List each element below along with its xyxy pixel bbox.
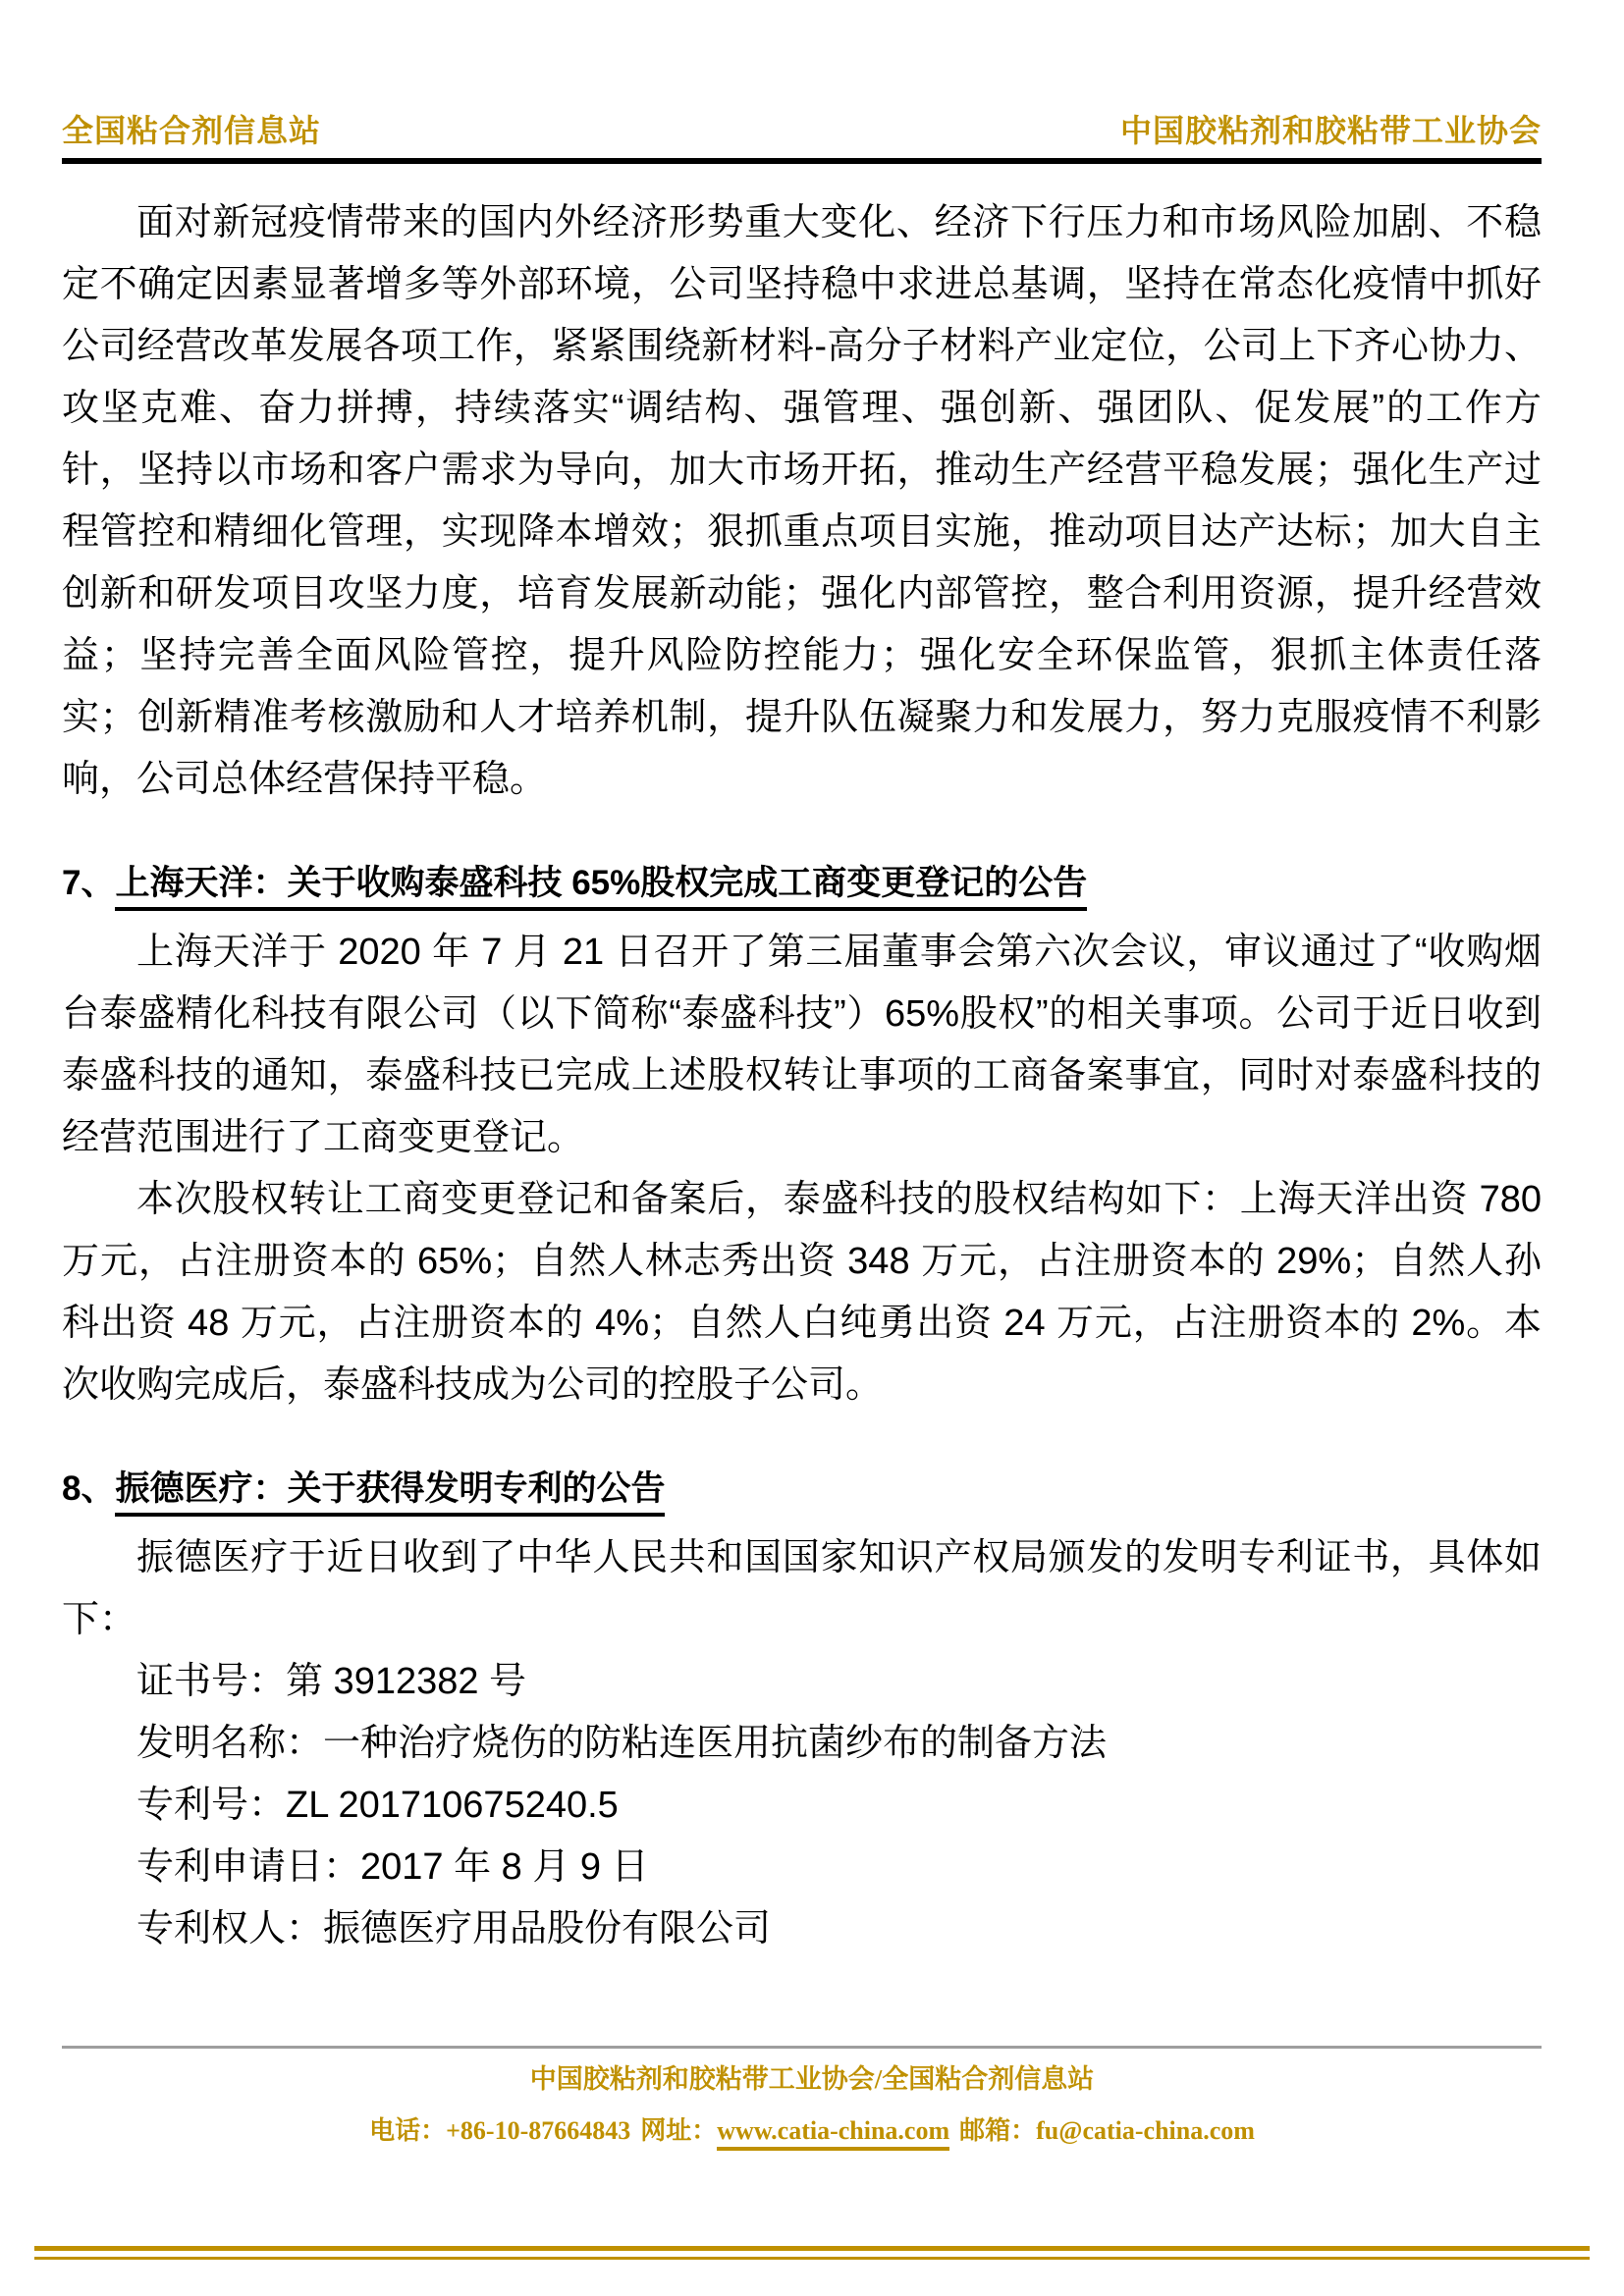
footer-web-label: 网址： [640,2116,718,2145]
patent-number: 专利号：ZL 201710675240.5 [136,1785,619,1826]
section-8-heading [62,1458,1542,1520]
footer-bottom-border [34,2246,1590,2260]
footer-gold-rule-top [34,2246,1590,2251]
section-7-paragraph-1: 上海天洋于 2020 年 7 月 21 日召开了第三届董事会第六次会议，审议通过了“收购烟台泰盛精化科技有限公司（以下简称“泰盛科技”）65%股权”的相关事项。公司于近日收到泰盛科技的通知，泰盛科技已完成上述股权转让事项的工商备案事宜，同时对泰盛科技的经营范围进行了工商变更登记。 [62,932,1542,1158]
footer-contact-line [0,2110,1624,2147]
footer-phone-value: +86-10-87664843 [446,2116,631,2145]
header-right-title: 中国胶粘剂和胶粘带工业协会 [1119,113,1542,148]
section-7-heading [62,852,1542,914]
header-left-title: 全国粘合剂信息站 [62,113,322,148]
section-8-title: 振德医疗：关于获得发明专利的公告 [115,1469,665,1517]
section-7-paragraph-2: 本次股权转让工商变更登记和备案后，泰盛科技的股权结构如下：上海天洋出资 780 万元，占注册资本的 65%；自然人林志秀出资 348 万元，占注册资本的 29%；自然人孙科出资 48 万元，占注册资本的 4%；自然人白纯勇出资 24 万元，占注册资本的 2%。本次收购完成后，泰盛科技成为公司的控股子公司。 [62,1179,1542,1406]
document-body [62,192,1542,2038]
footer-email-value: fu@catia-china.com [1036,2116,1255,2145]
footer-phone-label: 电话： [369,2116,447,2145]
patent-invention-name: 发明名称：一种治疗烧伤的防粘连医用抗菌纱布的制备方法 [136,1723,1108,1764]
section-8-intro: 振德医疗于近日收到了中华人民共和国国家知识产权局颁发的发明专利证书，具体如下： [62,1537,1542,1640]
footer-website-link[interactable]: www.catia-china.com [717,2116,949,2151]
section-7-title: 上海天洋：关于收购泰盛科技 65%股权完成工商变更登记的公告 [115,864,1087,911]
section-7-number: 7、 [62,864,116,902]
patent-certificate-number: 证书号：第 3912382 号 [136,1661,527,1702]
footer-gold-rule-bottom [34,2257,1590,2260]
section-8-number: 8、 [62,1469,116,1508]
footer-email-label: 邮箱： [959,2116,1037,2145]
intro-paragraph: 面对新冠疫情带来的国内外经济形势重大变化、经济下行压力和市场风险加剧、不稳定不确定因素显著增多等外部环境，公司坚持稳中求进总基调，坚持在常态化疫情中抓好公司经营改革发展各项工作，紧紧围绕新材料-高分子材料产业定位，公司上下齐心协力、攻坚克难、奋力拼搏，持续落实“调结构、强管理、强创新、强团队、促发展”的工作方针，坚持以市场和客户需求为导向，加大市场开拓，推动生产经营平稳发展；强化生产过程管控和精细化管理，实现降本增效；狠抓重点项目实施，推动项目达产达标；加大自主创新和研发项目攻坚力度，培育发展新动能；强化内部管控，整合利用资源，提升经营效益；坚持完善全面风险管控，提升风险防控能力；强化安全环保监管，狠抓主体责任落实；创新精准考核激励和人才培养机制，提升队伍凝聚力和发展力，努力克服疫情不利影响，公司总体经营保持平稳。 [62,202,1542,800]
footer-divider-line [62,2046,1542,2049]
page-header [62,106,1542,164]
patent-owner: 专利权人：振德医疗用品股份有限公司 [136,1908,772,1949]
footer-organization-line: 中国胶粘剂和胶粘带工业协会/全国粘合剂信息站 [529,2064,1095,2094]
patent-application-date: 专利申请日：2017 年 8 月 9 日 [136,1846,649,1888]
